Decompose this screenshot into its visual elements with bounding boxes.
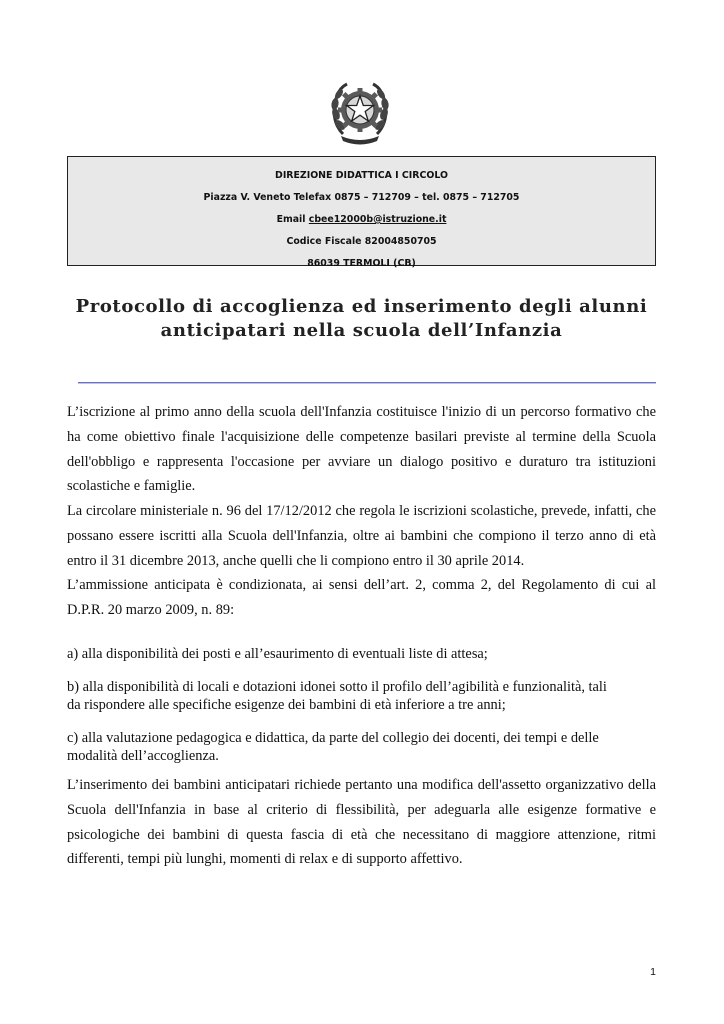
list-item-a-text: a) alla disponibilità dei posti e all’esaurimento di eventuali liste di attesa; [67, 646, 488, 662]
institution-city: 86039 TERMOLI (CB) [307, 258, 416, 269]
institution-address-phone: Piazza V. Veneto Telefax 0875 – 712709 – tel. 0875 – 712705 [203, 192, 520, 203]
list-item-b-line-1: b) alla disponibilità di locali e dotazioni idonei sotto il profilo dell’agibilità e funzionalità, tali [67, 679, 607, 695]
paragraph-circular: La circolare ministeriale n. 96 del 17/12/2012 che regola le iscrizioni scolastiche, prevede, infatti, che possano essere iscritti alla Scuola dell'Infanzia, oltre ai bambini che compiono il terzo anno di età entro il 31 dicembre 2013, anche quelli che li compiono entro il 30 aprile 2014. [67, 503, 656, 569]
list-item-c-line-2: modalità dell’accoglienza. [67, 748, 219, 764]
email-label: Email [276, 214, 309, 225]
institution-tax-code: Codice Fiscale 82004850705 [286, 236, 437, 247]
list-item-c [67, 729, 656, 765]
paragraph-insertion: L’inserimento dei bambini anticipatari richiede pertanto una modifica dell'assetto organizzativo della Scuola dell'Infanzia in base al criterio di flessibilità, per adeguarla alle esigenze formative e psicologiche dei bambini di questa fascia di età che necessitano di maggiore attenzione, ritmi differenti, tempi più lunghi, momenti di relax e di supporto affettivo. [67, 777, 656, 868]
list-item-a [67, 645, 656, 663]
paragraph-admission: L’ammissione anticipata è condizionata, ai sensi dell’art. 2, comma 2, del Regolamento di cui al D.P.R. 20 marzo 2009, n. 89: [67, 577, 656, 618]
document-title-line-2: anticipatari nella scuola dell’Infanzia [160, 320, 563, 341]
institution-email-line [68, 214, 655, 225]
list-item-b-line-2: da rispondere alle specifiche esigenze dei bambini di età inferiore a tre anni; [67, 697, 506, 713]
list-item-b [67, 678, 656, 714]
italian-republic-emblem-icon [329, 74, 391, 146]
list-item-c-line-1: c) alla valutazione pedagogica e didattica, da parte del collegio dei docenti, dei tempi e delle [67, 730, 599, 746]
paragraph-introduction: L’iscrizione al primo anno della scuola dell'Infanzia costituisce l'inizio di un percorso formativo che ha come obiettivo finale l'acquisizione delle competenze basilari previste al termine della Scuola dell'obbligo e rappresenta l'occasione per avviare un dialogo positivo e duraturo tra istituzioni scolastiche e famiglie. [67, 404, 656, 495]
institution-name: DIREZIONE DIDATTICA I CIRCOLO [275, 170, 448, 181]
page-number: 1 [650, 966, 656, 978]
institution-header-box [67, 156, 656, 269]
document-title-line-1: Protocollo di accoglienza ed inserimento degli alunni [75, 296, 648, 317]
title-divider [78, 382, 656, 384]
email-link[interactable]: cbee12000b@istruzione.it [308, 214, 447, 225]
